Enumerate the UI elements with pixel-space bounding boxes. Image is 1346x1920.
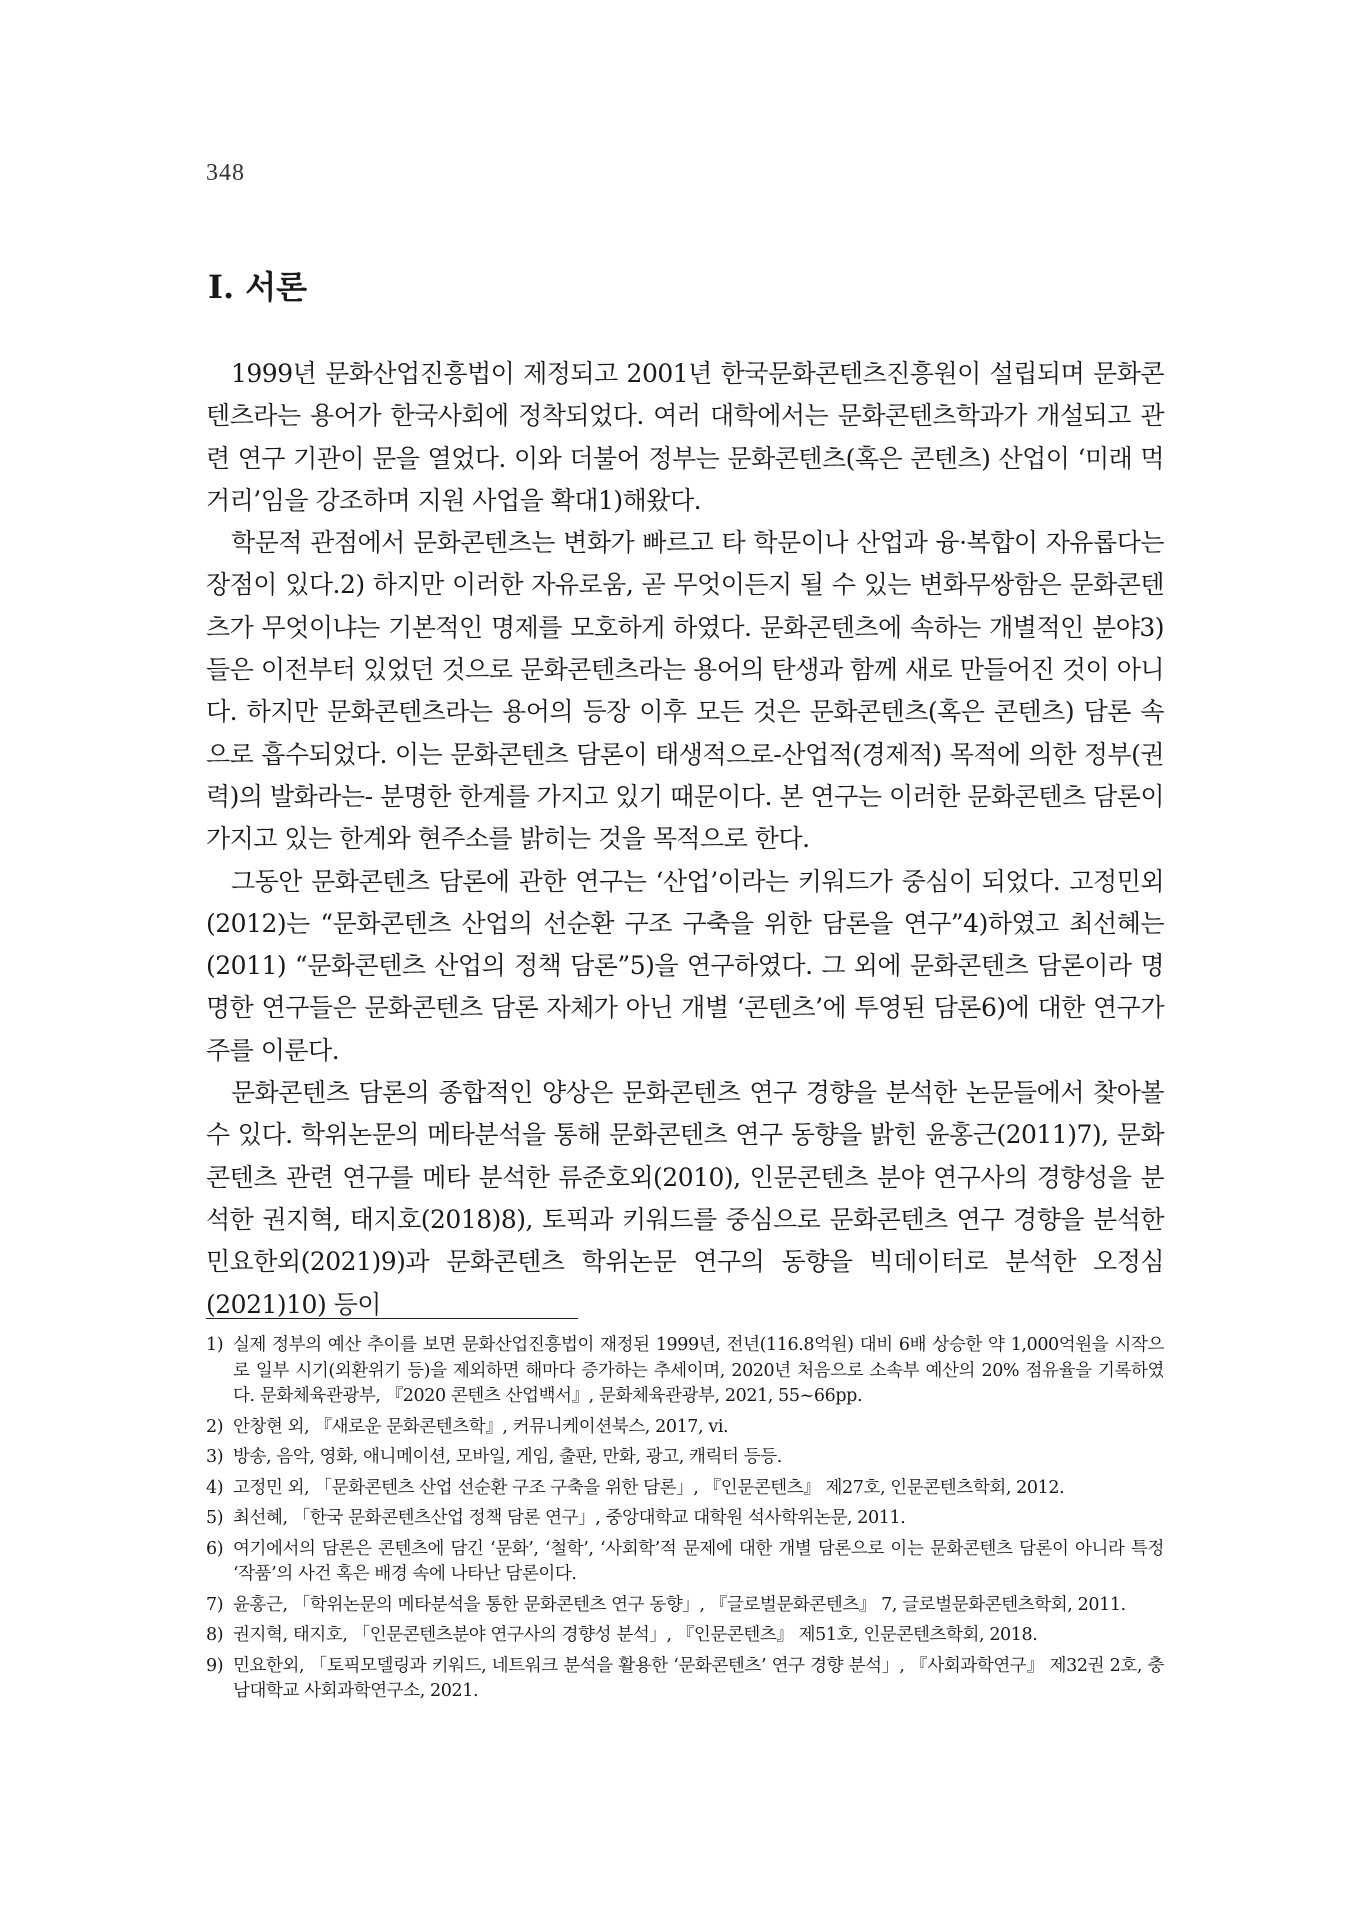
footnote: [206, 1476, 1164, 1502]
footnotes: [206, 1333, 1164, 1710]
footnote: [206, 1415, 1164, 1441]
footnote-number: 9): [206, 1655, 224, 1676]
footnote: [206, 1593, 1164, 1619]
footnote-text: 최선혜, 「한국 문화콘텐츠산업 정책 담론 연구」, 중앙대학교 대학원 석사학위논문, 2011.: [233, 1508, 906, 1528]
footnote-text: 민요한외, 「토픽모델링과 키워드, 네트워크 분석을 활용한 ‘문화콘텐츠’ 연구 경향 분석」, 『사회과학연구』 제32권 2호, 충남대학교 사회과학연구소, 2021.: [233, 1655, 1164, 1701]
footnote-text: 방송, 음악, 영화, 애니메이션, 모바일, 게임, 출판, 만화, 광고, 캐릭터 등등.: [233, 1447, 782, 1467]
footnote-number: 7): [206, 1594, 224, 1615]
section-heading: Ⅰ. 서론: [208, 268, 308, 306]
footnote: [206, 1506, 1164, 1532]
body-text: [206, 353, 1164, 1326]
footnote-number: 3): [206, 1447, 224, 1467]
footnote-number: 1): [206, 1335, 224, 1355]
footnote-text: 안창현 외, 『새로운 문화콘텐츠학』, 커뮤니케이션북스, 2017, vi.: [233, 1416, 729, 1437]
page-number: 348: [206, 160, 245, 186]
paragraph: 그동안 문화콘텐츠 담론에 관한 연구는 ‘산업’이라는 키워드가 중심이 되었다. 고정민외(2012)는 “문화콘텐츠 산업의 선순환 구조 구축을 위한 담론을 연구”4)하였고 최선혜는(2011) “문화콘텐츠 산업의 정책 담론”5)을 연구하였다. 그 외에 문화콘텐츠 담론이라 명명한 연구들은 문화콘텐츠 담론 자체가 아닌 개별 ‘콘텐츠’에 투영된 담론6)에 대한 연구가 주를 이룬다.: [206, 866, 1164, 1065]
paragraph: 1999년 문화산업진흥법이 제정되고 2001년 한국문화콘텐츠진흥원이 설립되며 문화콘텐츠라는 용어가 한국사회에 정착되었다. 여러 대학에서는 문화콘텐츠학과가 개설되고 관련 연구 기관이 문을 열었다. 이와 더불어 정부는 문화콘텐츠(혹은 콘텐츠) 산업이 ‘미래 먹거리’임을 강조하며 지원 사업을 확대1)해왔다.: [206, 359, 1164, 515]
footnote-number: 8): [206, 1625, 224, 1645]
footnote-number: 4): [206, 1477, 224, 1498]
footnote-text: 실제 정부의 예산 추이를 보면 문화산업진흥법이 재정된 1999년, 전년(116.8억원) 대비 6배 상승한 약 1,000억원을 시작으로 일부 시기(외환위기 등)을 제외하면 해마다 증가하는 추세이며, 2020년 처음으로 소속부 예산의 20% 점유율을 기록하였다. 문화체육관광부, 『2020 콘텐츠 산업백서』, 문화체육관광부, 2021, 55~66pp.: [233, 1335, 1164, 1406]
footnote-text: 여기에서의 담론은 콘텐츠에 담긴 ‘문화’, ‘철학’, ‘사회학’적 문제에 대한 개별 담론으로 이는 문화콘텐츠 담론이 아니라 특정 ‘작품’의 사건 혹은 배경 속에 나타난 담론이다.: [233, 1538, 1164, 1584]
footnote: [206, 1623, 1164, 1649]
footnote-text: 권지혁, 태지호, 「인문콘텐츠분야 연구사의 경향성 분석」, 『인문콘텐츠』 제51호, 인문콘텐츠학회, 2018.: [233, 1625, 1038, 1645]
footnote: [206, 1333, 1164, 1410]
footnote-divider: [206, 1318, 578, 1319]
paragraph: 문화콘텐츠 담론의 종합적인 양상은 문화콘텐츠 연구 경향을 분석한 논문들에서 찾아볼 수 있다. 학위논문의 메타분석을 통해 문화콘텐츠 연구 동향을 밝힌 윤홍근(2011)7), 문화콘텐츠 관련 연구를 메타 분석한 류준호외(2010), 인문콘텐츠 분야 연구사의 경향성을 분석한 권지혁, 태지호(2018)8), 토픽과 키워드를 중심으로 문화콘텐츠 연구 경향을 분석한 민요한외(2021)9)과 문화콘텐츠 학위논문 연구의 동향을 빅데이터로 분석한 오정심(2021)10) 등이: [206, 1078, 1165, 1319]
paragraph: 학문적 관점에서 문화콘텐츠는 변화가 빠르고 타 학문이나 산업과 융·복합이 자유롭다는 장점이 있다.2) 하지만 이러한 자유로움, 곧 무엇이든지 될 수 있는 변화무쌍함은 문화콘텐츠가 무엇이냐는 기본적인 명제를 모호하게 하였다. 문화콘텐츠에 속하는 개별적인 분야3)들은 이전부터 있었던 것으로 문화콘텐츠라는 용어의 탄생과 함께 새로 만들어진 것이 아니다. 하지만 문화콘텐츠라는 용어의 등장 이후 모든 것은 문화콘텐츠(혹은 콘텐츠) 담론 속으로 흡수되었다. 이는 문화콘텐츠 담론이 태생적으로-산업적(경제적) 목적에 의한 정부(권력)의 발화라는- 분명한 한계를 가지고 있기 때문이다. 본 연구는 이러한 문화콘텐츠 담론이 가지고 있는 한계와 현주소를 밝히는 것을 목적으로 한다.: [206, 528, 1164, 854]
footnote: [206, 1654, 1164, 1705]
footnote-number: 2): [206, 1416, 224, 1437]
footnote-text: 윤홍근, 「학위논문의 메타분석을 통한 문화콘텐츠 연구 동향」, 『글로벌문화콘텐츠』 7, 글로벌문화콘텐츠학회, 2011.: [233, 1594, 1126, 1615]
footnote: [206, 1537, 1164, 1588]
footnote-number: 5): [206, 1508, 224, 1528]
footnote: [206, 1445, 1164, 1471]
footnote-text: 고정민 외, 「문화콘텐츠 산업 선순환 구조 구축을 위한 담론」, 『인문콘텐츠』 제27호, 인문콘텐츠학회, 2012.: [233, 1477, 1065, 1498]
footnote-number: 6): [206, 1538, 224, 1559]
